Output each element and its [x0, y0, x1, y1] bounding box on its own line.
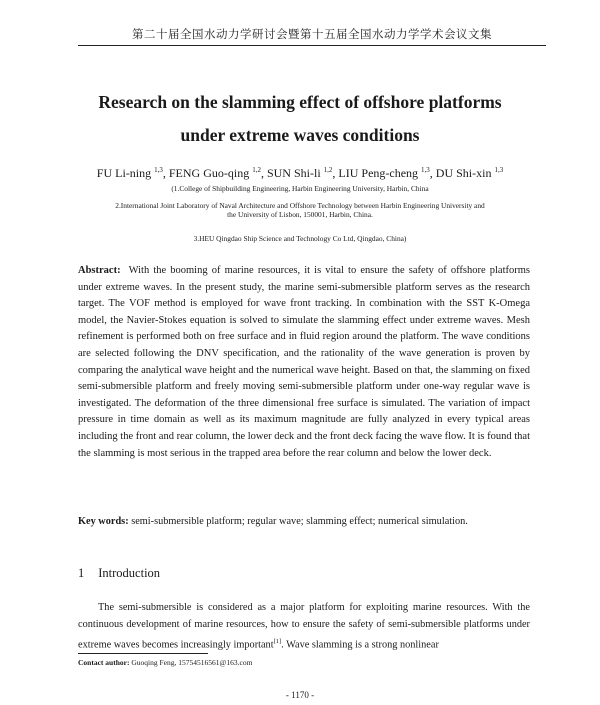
- page-number: - 1170 -: [285, 690, 315, 700]
- footnote-text: Guoqing Feng, 15754516561@163.com: [131, 658, 253, 667]
- intro-text-continued: . Wave slamming is a strong nonlinear: [281, 639, 439, 651]
- affiliation-2-line-1: 2.International Joint Laboratory of Naval Architecture and Offshore Technology between Harbin Engineering University and: [115, 201, 485, 210]
- affiliation-1: (1.College of Shipbuilding Engineering, Harbin Engineering University, Harbin, China: [171, 184, 429, 193]
- author-name: FENG Guo-qing: [168, 166, 250, 180]
- footnote-rule: [78, 653, 208, 654]
- section-number: 1: [78, 566, 85, 580]
- author-affiliation-mark: 1,3: [494, 166, 504, 174]
- keywords-text: semi-submersible platform; regular wave; slamming effect; numerical simulation.: [131, 516, 468, 527]
- citation-ref: [1]: [273, 638, 282, 645]
- paper-title-line-1: Research on the slamming effect of offshore platforms: [98, 92, 502, 112]
- paper-title-line-2: under extreme waves conditions: [180, 125, 420, 145]
- author-name: SUN Shi-li: [266, 166, 321, 180]
- keywords: [78, 515, 530, 529]
- author-name: DU Shi-xin: [435, 166, 492, 180]
- affiliation-2: [30, 201, 570, 220]
- affiliation-3: 3.HEU Qingdao Ship Science and Technology Co Ltd, Qingdao, China): [193, 234, 407, 243]
- abstract: [78, 263, 530, 462]
- intro-text: The semi-submersible is considered as a major platform for exploiting marine resources. With the continuous development of marine resources, how to ensure the safety of semi-submersible platforms under extreme waves becomes increasingly important: [78, 602, 530, 651]
- abstract-text: With the booming of marine resources, it is vital to ensure the safety of offshore platforms under extreme waves. In the present study, the marine semi-submersible platform serves as the research target. The VOF method is employed for wave front tracking. In combination with the SST K-Omega model, the Navier-Stokes equation is solved to simulate the slamming effect under extreme waves. Mesh refinement is performed both on free surface and in fluid region around the platform. The wave conditions are selected following the DNV specification, and the rationality of the wave generation is proven by comparing the analytical wave height and the numerical wave height. Based on that, the slamming on fixed semi-submersible platform and freely moving semi-submersible platform under one-way regular wave is investigated. The deformation of the three dimensional free surface is simulated. The variation of impact pressure in time domain as well as its maximum magnitude are fully analyzed in every typical areas including the front and rear column, the lower deck and the front deck facing the wave flow. It is found that the slamming is most serious in the trapped area before the rear column and below the lower deck.: [78, 265, 530, 459]
- keywords-label: Key words:: [78, 516, 129, 527]
- author-affiliation-mark: 1,3: [154, 166, 163, 174]
- author-name: FU Li-ning: [96, 166, 152, 180]
- intro-paragraph: [78, 599, 530, 653]
- section-title: Introduction: [98, 566, 161, 580]
- footnote: [78, 658, 252, 667]
- section-heading: [78, 566, 160, 581]
- running-header: 第二十届全国水动力学研讨会暨第十五届全国水动力学学术会议文集: [78, 26, 546, 46]
- abstract-label: Abstract:: [78, 265, 121, 276]
- author-affiliation-mark: 1,2: [323, 166, 333, 174]
- affiliation-2-line-2: the University of Lisbon, 150001, Harbin, China.: [227, 210, 373, 220]
- footnote-label: Contact author:: [78, 658, 130, 667]
- author-affiliation-mark: 1,2: [252, 166, 261, 174]
- author-name: LIU Peng-cheng: [338, 166, 419, 180]
- author-list: FU Li-ning $^{1,3}$, FENG Guo-qing $^{1,2}$, SUN Shi-li $^{1,2}$, LIU Peng-cheng $^{1,3}$, DU Shi-xin $^{1,3}$: [96, 166, 504, 180]
- author-affiliation-mark: 1,3: [421, 166, 430, 174]
